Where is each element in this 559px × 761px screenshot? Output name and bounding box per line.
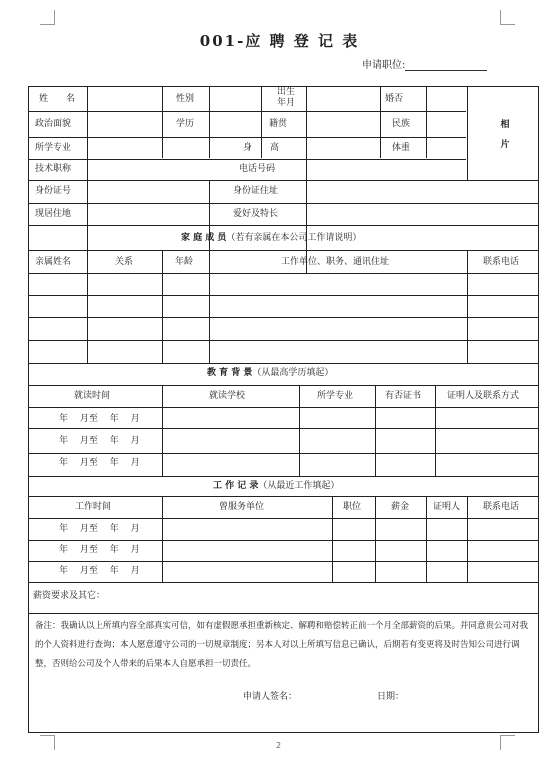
label-name: 姓 名 <box>39 94 76 104</box>
label-education: 学历 <box>176 119 195 129</box>
photo-box[interactable]: 相 片 <box>500 120 519 150</box>
declaration-text: 备注：我确认以上所填内容全部真实可信，如有虚假愿承担重新核定、解聘和赔偿转正前一个月全部薪资的后果。并同意贵公司对我的个人资料进行查询；本人愿意遵守公司的一切规章制度；另本人对以上所填写信息已确认，后期若有变更将及时告知公司进行调整，否则给公司及个人带来的后果本人自愿承担一切责任。 <box>35 621 529 669</box>
education-col-major: 所学专业 <box>317 391 354 401</box>
label-weight: 体重 <box>392 143 411 153</box>
signature-label: 申请人签名： <box>243 692 298 702</box>
family-section-heading <box>181 232 361 244</box>
education-row-1-period: 年 月至 年 月 <box>59 414 140 424</box>
work-col-phone: 联系电话 <box>483 502 520 512</box>
education-col-reference: 证明人及联系方式 <box>447 391 520 401</box>
work-col-reference: 证明人 <box>433 502 461 512</box>
family-col-phone: 联系电话 <box>483 257 520 267</box>
family-note: （若有亲属在本公司工作请说明） <box>226 233 362 243</box>
work-col-employer: 曾服务单位 <box>219 502 265 512</box>
work-col-salary: 薪金 <box>391 502 410 512</box>
position-applied <box>362 56 487 71</box>
label-birth-date: 出生年月 <box>276 87 295 108</box>
education-col-school: 就读学校 <box>209 391 246 401</box>
crop-mark-bottom-left <box>40 735 55 750</box>
label-phone: 电话号码 <box>239 164 276 174</box>
label-hobbies: 爱好及特长 <box>233 209 279 219</box>
label-id-number: 身份证号 <box>35 186 72 196</box>
label-marital-status: 婚否 <box>385 94 404 104</box>
salary-requirement-label: 薪资要求及其它： <box>33 591 106 601</box>
family-heading: 家 庭 成 员 <box>181 233 227 243</box>
form-title: 001-应 聘 登 记 表 <box>199 32 360 50</box>
education-heading: 教 育 背 景 <box>207 368 253 378</box>
work-section-heading <box>213 480 339 492</box>
work-col-period: 工作时间 <box>75 502 112 512</box>
work-col-position: 职位 <box>343 502 362 512</box>
work-note: （从最近工作填起） <box>258 481 340 491</box>
family-col-age: 年龄 <box>175 257 194 267</box>
label-ethnicity: 民族 <box>392 119 411 129</box>
work-row-3-period: 年 月至 年 月 <box>59 566 140 576</box>
label-gender: 性别 <box>176 94 195 104</box>
label-id-address: 身份证住址 <box>233 186 279 196</box>
page-number: 2 <box>276 741 282 750</box>
crop-mark-top-right <box>500 10 515 25</box>
work-row-2-period: 年 月至 年 月 <box>59 545 140 555</box>
position-label: 申请职位: <box>362 60 406 71</box>
label-hometown: 籍贯 <box>269 119 288 129</box>
education-note: （从最高学历填起） <box>252 368 334 378</box>
declaration-box <box>29 617 540 697</box>
crop-mark-bottom-right <box>500 735 515 750</box>
family-col-employer: 工作单位、职务、通讯住址 <box>281 257 390 267</box>
crop-mark-top-left <box>40 10 55 25</box>
label-current-address: 现居住地 <box>35 209 72 219</box>
work-row-1-period: 年 月至 年 月 <box>59 524 140 534</box>
position-input[interactable] <box>405 60 487 71</box>
label-political-status: 政治面貌 <box>35 119 72 129</box>
label-height: 身 高 <box>243 143 280 153</box>
family-col-name: 亲属姓名 <box>35 257 72 267</box>
label-major: 所学专业 <box>35 143 72 153</box>
family-col-relation: 关系 <box>115 257 134 267</box>
education-col-period: 就读时间 <box>74 391 111 401</box>
education-row-2-period: 年 月至 年 月 <box>59 436 140 446</box>
work-heading: 工 作 记 录 <box>213 481 259 491</box>
date-label: 日期： <box>377 692 405 702</box>
education-section-heading <box>207 367 333 379</box>
label-professional-title: 技术职称 <box>35 164 72 174</box>
application-form <box>28 86 539 733</box>
education-col-certificate: 有否证书 <box>385 391 422 401</box>
education-row-3-period: 年 月至 年 月 <box>59 458 140 468</box>
